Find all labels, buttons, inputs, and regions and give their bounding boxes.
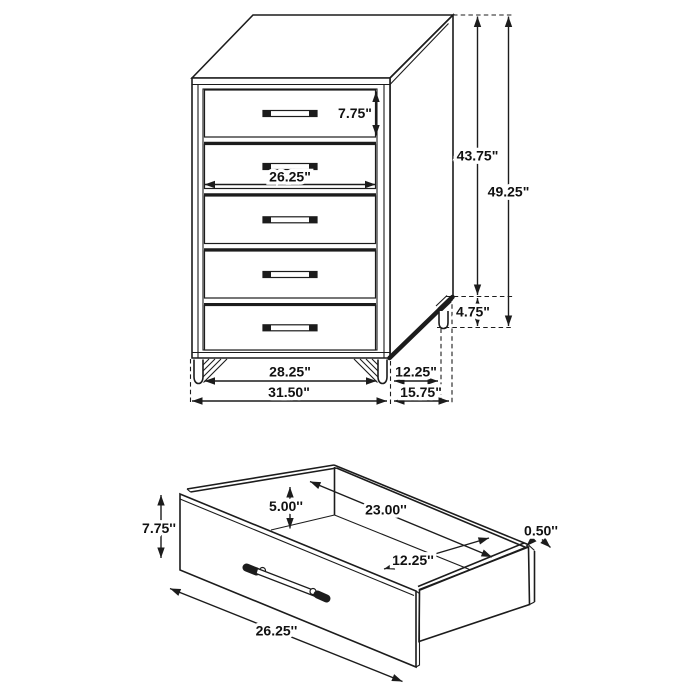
dim-label: 28.25" bbox=[269, 363, 311, 380]
back-wall-top-outer bbox=[334, 465, 528, 545]
drawer-diagram bbox=[142, 465, 558, 682]
dim-label: 7.75" bbox=[338, 104, 372, 121]
dim-overall-height bbox=[488, 17, 530, 327]
dim-label: 12.25" bbox=[395, 363, 437, 380]
dim-arrow-left bbox=[527, 539, 535, 547]
handle-cap-right bbox=[309, 272, 317, 278]
dim-front-height bbox=[142, 495, 176, 558]
front-left-leg bbox=[194, 359, 227, 384]
handle-bar bbox=[263, 325, 317, 331]
dim-leg-height bbox=[456, 298, 490, 326]
floor-left-edge bbox=[271, 515, 335, 530]
left-wall-top-outer bbox=[187, 465, 334, 489]
handle-cap-left bbox=[247, 568, 257, 572]
right-wall-outer-face bbox=[419, 547, 530, 642]
handle-cap-right bbox=[318, 595, 327, 599]
dim-overall-depth bbox=[394, 384, 449, 401]
dim-body-height bbox=[457, 17, 499, 296]
drawer-handle-5 bbox=[263, 325, 317, 331]
drawer-handle-4 bbox=[263, 272, 317, 278]
dim-label: 49.25" bbox=[487, 183, 530, 200]
handle-bar bbox=[263, 272, 317, 278]
dim-label: 26.25'' bbox=[255, 622, 298, 639]
leg-hatch bbox=[354, 359, 378, 383]
drawer-handle-3 bbox=[263, 217, 317, 223]
handle-cap-right bbox=[309, 111, 317, 117]
dim-label: 0.50'' bbox=[524, 522, 558, 539]
dim-label: 15.75" bbox=[400, 383, 442, 400]
drawer-right-wall bbox=[418, 543, 535, 642]
dim-label: 23.00'' bbox=[365, 501, 407, 518]
chest-drawers bbox=[204, 90, 376, 350]
leg-foot bbox=[439, 311, 448, 329]
drawer-handle-1 bbox=[263, 111, 317, 117]
dim-overall-width bbox=[192, 384, 387, 401]
dim-front-feet-span bbox=[205, 364, 377, 382]
dim-arrow-right bbox=[542, 540, 551, 548]
dim-label: 7.75'' bbox=[142, 520, 176, 536]
leg-foot bbox=[378, 360, 387, 384]
dim-label: 31.50" bbox=[268, 383, 310, 400]
handle-bar bbox=[263, 217, 317, 223]
handle-cap-left bbox=[263, 325, 271, 331]
handle-cap-left bbox=[263, 217, 271, 223]
handle-cap-right bbox=[309, 217, 317, 223]
dim-label: 26.25" bbox=[269, 168, 311, 185]
handle-cap-left bbox=[263, 272, 271, 278]
dim-label: 43.75" bbox=[456, 147, 499, 164]
handle-cap-right bbox=[309, 325, 317, 331]
leg-foot bbox=[194, 360, 203, 384]
dim-label: 4.75" bbox=[456, 303, 490, 320]
dim-label: 5.00'' bbox=[269, 498, 303, 514]
chest-diagram bbox=[191, 15, 530, 405]
handle-bar bbox=[263, 111, 317, 117]
dim-interior-height bbox=[269, 487, 303, 529]
front-panel-face bbox=[180, 494, 416, 667]
leg-hatch bbox=[204, 359, 228, 383]
handle-cap-left bbox=[263, 111, 271, 117]
left-wall-top-inner bbox=[191, 468, 337, 492]
dim-side-feet-span bbox=[394, 364, 438, 382]
front-right-leg bbox=[354, 359, 387, 384]
dim-label: 12.25'' bbox=[392, 552, 434, 568]
dim-panel-thickness bbox=[524, 523, 558, 548]
